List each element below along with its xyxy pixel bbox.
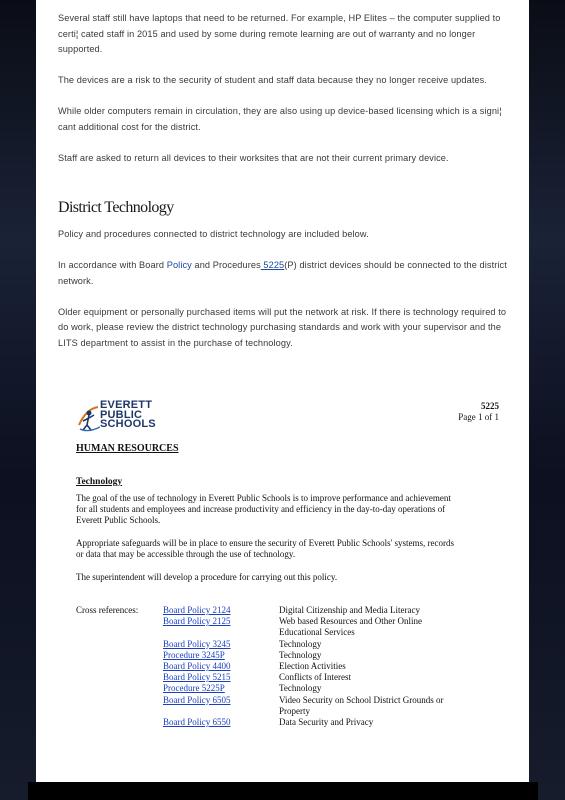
paragraph-security-risk: The devices are a risk to the security of student and staff data because they no longer receive updates. [58,75,488,85]
cross-reference-row [163,683,463,694]
policy-number: 5225 [481,401,499,411]
cross-reference-link[interactable]: Procedure 5225P [163,683,225,694]
background-left [0,0,36,800]
cross-reference-link[interactable]: Board Policy 3245 [163,638,231,649]
cross-reference-link[interactable]: Board Policy 6550 [163,717,231,728]
paragraph-return-devices: Staff are asked to return all devices to their worksites that are not their current primary device. [58,152,449,163]
procedure-5225-link[interactable]: 5225 [260,260,285,270]
cross-reference-row [163,605,463,616]
policy-paragraph-goal: The goal of the use of technology in Everett Public Schools is to improve performance and achievement for all students and employees and increase productivity and efficiency in the day-to-day operations of Everett Public Schools. [76,493,451,525]
cross-reference-row [163,695,463,717]
cross-reference-row [163,661,463,672]
background-right [529,0,565,800]
logo-line: EVERETT [100,399,153,411]
cross-reference-link[interactable]: Board Policy 2124 [163,605,231,615]
paragraph-laptops: Several staff still have laptops that need to be returned. For example, HP Elites – the computer supplied to certi¦ cated staff in 2015 and used by some during remote learning are out of warranty and no longer supported. [58,13,501,54]
paragraph-licensing: While older computers remain in circulation, they are also using up device-based licensing which is a signi¦ cant additional cost for the district. [58,106,502,132]
document-page [36,0,529,782]
policy-title: Technology [76,477,123,487]
cross-reference-desc: Technology [279,683,322,694]
cross-reference-desc: Conflicts of Interest [279,672,351,683]
cross-reference-desc: Data Security and Privacy [279,717,374,728]
logo-line: PUBLIC [100,408,143,421]
cross-reference-link[interactable]: Board Policy 4400 [163,661,231,672]
policy-paragraph-superintendent: The superintendent will develop a procedure for carrying out this policy. [76,572,338,582]
cross-reference-row [163,639,463,650]
cross-reference-row [163,650,463,661]
logo-line: SCHOOLS [100,418,156,430]
cross-reference-desc: Election Activities [279,661,346,672]
cross-references-list [163,605,463,728]
cross-reference-desc: Technology [279,638,322,649]
cross-reference-row [163,616,463,638]
cross-reference-desc: Digital Citizenship and Media Literacy [279,605,420,615]
paragraph-board-policy [58,258,507,289]
policy-paragraph-safeguards: Appropriate safeguards will be in place to ensure the security of Everett Public Schools' systems, records or data that may be accessible through the use of technology. [76,538,455,559]
cross-reference-link[interactable]: Procedure 3245P [163,649,225,660]
paragraph-older-equipment: Older equipment or personally purchased items will put the network at risk. If there is technology required to do work, please review the district technology purchasing standards and work with your supervisor and the LITS department to assist in the purchase of technology. [58,306,507,348]
cross-reference-desc: Video Security on School District Grounds or Property [279,694,444,716]
cross-reference-row [163,672,463,683]
cross-reference-desc: Web based Resources and Other Online Educational Services [279,616,422,638]
cross-reference-link[interactable]: Board Policy 5215 [163,672,231,683]
page-shadow [28,782,538,800]
cross-reference-link[interactable]: Board Policy 6505 [163,694,231,705]
cross-references-label: Cross references: [76,605,139,615]
cross-reference-link[interactable]: Board Policy 2125 [163,616,231,627]
cross-reference-desc: Technology [279,649,322,660]
policy-link[interactable]: Policy [166,260,192,270]
paragraph-policy-intro: Policy and procedures connected to district technology are included below. [58,229,369,239]
department-title: HUMAN RESOURCES [76,443,179,454]
text-fragment: (P) district devices should be connected to the district network. [58,260,507,286]
embedded-policy-document [74,377,514,737]
text-fragment: and Procedures [191,260,261,270]
text-fragment: In accordance with Board [58,260,167,270]
page-info: Page 1 of 1 [458,412,499,422]
logo-text [100,401,156,430]
cross-reference-row [163,717,463,728]
section-heading: District Technology [58,199,174,216]
